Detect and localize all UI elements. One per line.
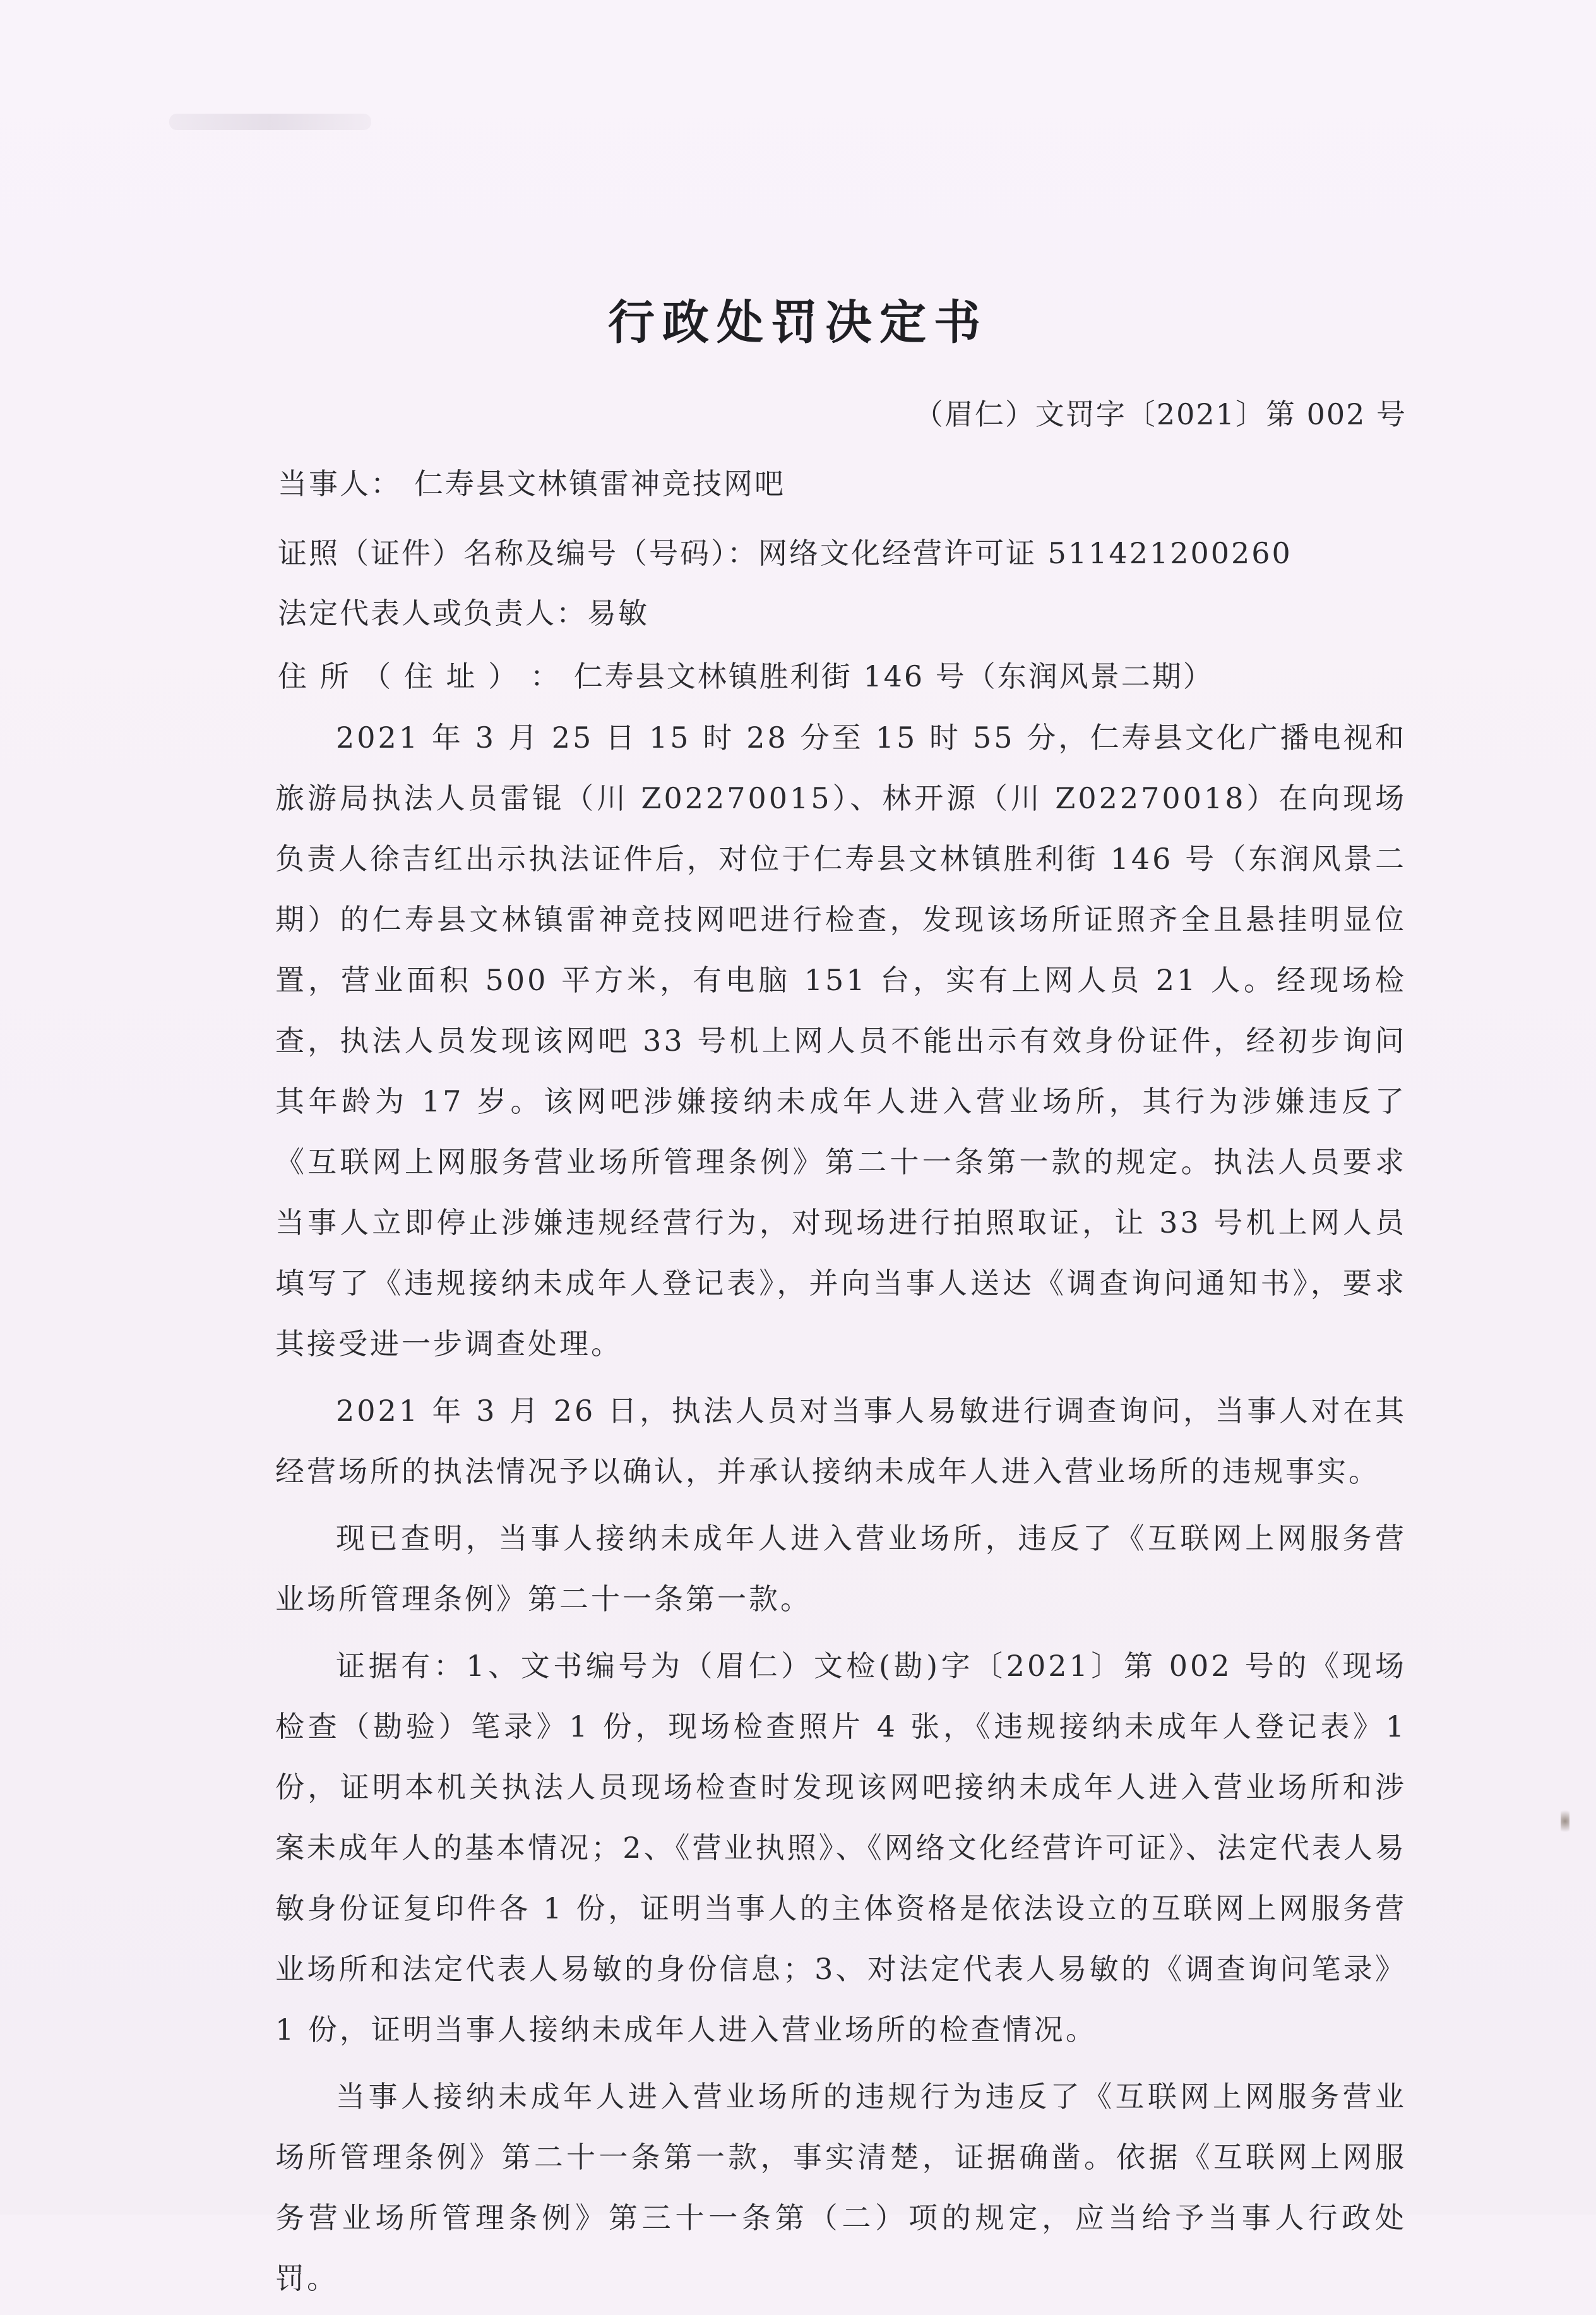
body-paragraph-conclusion: 当事人接纳未成年人进入营业场所的违规行为违反了《互联网上网服务营业场所管理条例》第二十一条第一款，事实清楚，证据确凿。依据《互联网上网服务营业场所管理条例》第三十一条第（二）项的规定，应当给予当事人行政处罚。 — [275, 2079, 1407, 2295]
license-field — [278, 530, 1292, 572]
license-value: 网络文化经营许可证 511421200260 — [758, 536, 1292, 570]
scan-speck — [1561, 1806, 1569, 1836]
party-field — [278, 461, 785, 503]
body-paragraph-finding: 现已查明，当事人接纳未成年人进入营业场所，违反了《互联网上网服务营业场所管理条例》第二十一条第一款。 — [275, 1521, 1407, 1616]
representative-field — [278, 590, 649, 632]
document-number: （眉仁）文罚字〔2021〕第 002 号 — [914, 397, 1407, 431]
party-value: 仁寿县文林镇雷神竞技网吧 — [414, 467, 785, 501]
representative-value: 易敏 — [587, 596, 649, 630]
license-label: 证照（证件）名称及编号（号码）： — [278, 536, 758, 570]
representative-label: 法定代表人或负责人： — [278, 596, 587, 630]
body-paragraph-evidence: 证据有：1、文书编号为（眉仁）文检(勘)字〔2021〕第 002 号的《现场检查（勘验）笔录》1 份，现场检查照片 4 张，《违规接纳未成年人登记表》1 份，证明本机关执法人员现场检查时发现该网吧接纳未成年人进入营业场所和涉案未成年人的基本情况；2、《营业执照》、《网络文化经营许可证》、法定代表人易敏身份证复印件各 1 份，证明当事人的主体资格是依法设立的互联网上网服务营业场所和法定代表人易敏的身份信息；3、对法定代表人易敏的《调查询问笔录》1 份，证明当事人接纳未成年人进入营业场所的检查情况。 — [275, 1649, 1407, 2047]
address-value: 仁寿县文林镇胜利街 146 号（东润风景二期） — [573, 659, 1214, 693]
document-title: 行政处罚决定书 — [608, 296, 988, 350]
party-label: 当事人： — [278, 467, 402, 501]
body-paragraph-inquiry: 2021 年 3 月 26 日，执法人员对当事人易敏进行调查询问，当事人对在其经营场所的执法情况予以确认，并承认接纳未成年人进入营业场所的违规事实。 — [275, 1394, 1407, 1488]
body-paragraph-inspection: 2021 年 3 月 25 日 15 时 28 分至 15 时 55 分，仁寿县文化广播电视和旅游局执法人员雷锟（川 Z02270015）、林开源（川 Z02270018）在向现场负责人徐吉红出示执法证件后，对位于仁寿县文林镇胜利街 146 号（东润风景二期）的仁寿县文林镇雷神竞技网吧进行检查，发现该场所证照齐全且悬挂明显位置，营业面积 500 平方米，有电脑 151 台，实有上网人员 21 人。经现场检查，执法人员发现该网吧 33 号机上网人员不能出示有效身份证件，经初步询问其年龄为 17 岁。该网吧涉嫌接纳未成年人进入营业场所，其行为涉嫌违反了《互联网上网服务营业场所管理条例》第二十一条第一款的规定。执法人员要求当事人立即停止涉嫌违规经营行为，对现场进行拍照取证，让 33 号机上网人员填写了《违规接纳未成年人登记表》，并向当事人送达《调查询问通知书》，要求其接受进一步调查处理。 — [275, 721, 1407, 1361]
document-body — [275, 707, 1407, 2315]
address-field — [278, 654, 1214, 695]
address-label: 住 所 （ 住 址 ） ： — [278, 659, 561, 693]
faint-scan-mark — [169, 114, 371, 130]
